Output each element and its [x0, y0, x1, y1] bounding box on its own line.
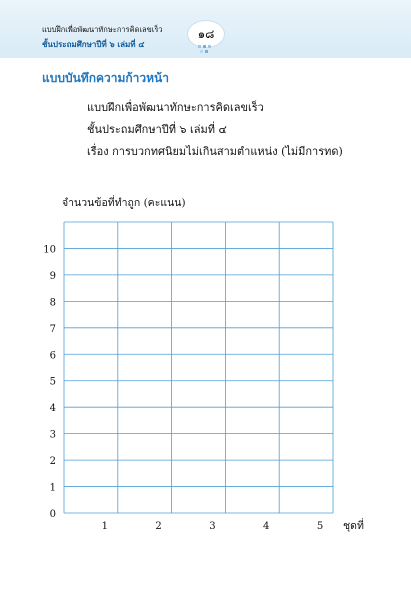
header-book-title: แบบฝึกเพื่อพัฒนาทักษะการคิดเลขเร็ว — [42, 25, 163, 34]
y-tick-label: 5 — [49, 376, 56, 388]
x-axis-label: ชุดที่ — [343, 520, 364, 532]
x-tick-label: 2 — [155, 521, 162, 532]
y-tick-label: 6 — [49, 350, 56, 362]
y-tick-label: 3 — [49, 429, 56, 441]
y-tick-label: 0 — [49, 509, 56, 520]
info-book-title: แบบฝึกเพื่อพัฒนาทักษะการคิดเลขเร็ว — [87, 101, 264, 114]
x-tick-label: 1 — [101, 521, 108, 532]
chart-y-axis-label: จำนวนข้อที่ทำถูก (คะแนน) — [62, 197, 186, 209]
y-tick-label: 1 — [49, 482, 56, 494]
y-tick-label: 10 — [43, 244, 56, 256]
section-title: แบบบันทึกความก้าวหน้า — [42, 71, 169, 85]
x-tick-label: 5 — [316, 521, 324, 532]
y-tick-label: 7 — [49, 323, 56, 335]
page-number-badge: ๑๘ — [187, 20, 225, 48]
x-tick-label: 4 — [263, 521, 270, 532]
y-tick-label: 8 — [49, 297, 56, 309]
info-topic: เรื่อง การบวกทศนิยมไม่เกินสามตำแหน่ง (ไม่มีการทด) — [87, 145, 343, 158]
header-book-grade: ชั้นประถมศึกษาปีที่ ๖ เล่มที่ ๔ — [42, 40, 145, 49]
y-tick-label: 4 — [49, 403, 56, 415]
info-grade-volume: ชั้นประถมศึกษาปีที่ ๖ เล่มที่ ๔ — [87, 123, 227, 136]
x-tick-label: 3 — [209, 521, 216, 532]
y-tick-label: 2 — [49, 456, 56, 468]
y-tick-label: 9 — [49, 270, 56, 282]
